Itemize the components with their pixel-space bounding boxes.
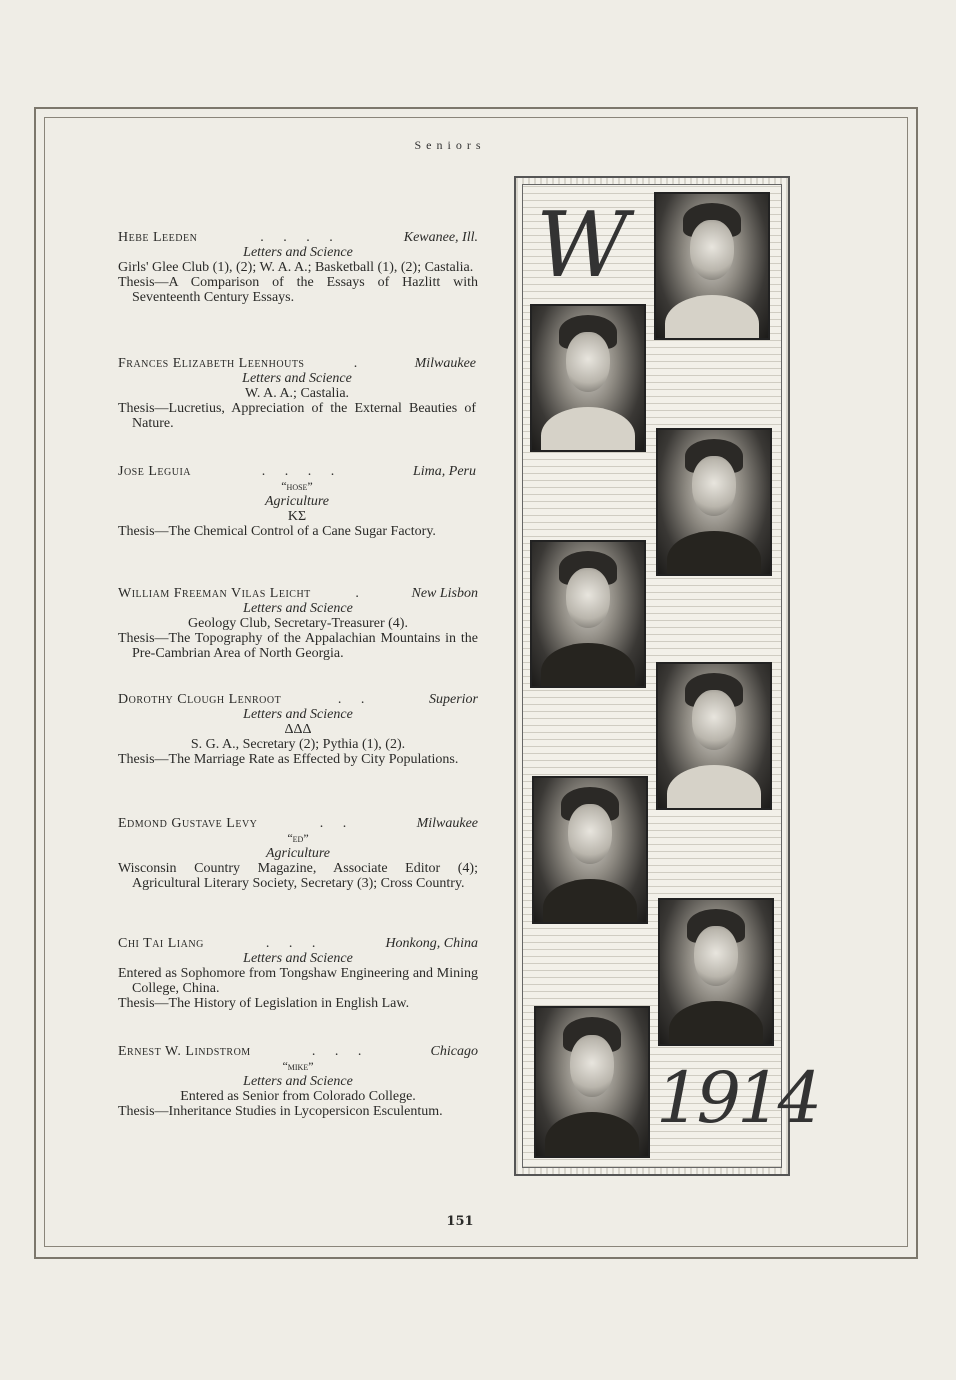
senior-entry: Chi Tai Liang . . . Honkong, China Letters and Science Entered as Sophomore from Tongshaw Engineering and Mining College, China. Thesis—The History of Legislation in English Law.: [118, 936, 478, 1011]
senior-nickname: “ed”: [287, 831, 309, 845]
senior-name: Hebe Leeden: [118, 230, 198, 245]
senior-name: Edmond Gustave Levy: [118, 816, 258, 831]
senior-society: ΚΣ: [287, 509, 307, 524]
senior-activities: Wisconsin Country Magazine, Associate Editor (4); Agricultural Literary Society, Secretary (3); Cross Country.: [118, 861, 478, 891]
senior-thesis: Thesis—The Marriage Rate as Effected by City Populations.: [118, 752, 459, 767]
senior-hometown: Lima, Peru: [413, 464, 476, 479]
senior-course: Letters and Science: [243, 707, 353, 722]
senior-course: Letters and Science: [243, 601, 353, 616]
senior-entry: Dorothy Clough Lenroot . . Superior Letters and Science ΔΔΔ S. G. A., Secretary (2); Pythia (1), (2). Thesis—The Marriage Rate as Effected by City Populations.: [118, 692, 478, 767]
senior-thesis: Thesis—Inheritance Studies in Lycopersicon Esculentum.: [118, 1104, 443, 1119]
senior-nickname: “hose”: [281, 479, 313, 493]
senior-activities: Girls' Glee Club (1), (2); W. A. A.; Basketball (1), (2); Castalia.: [118, 260, 474, 275]
senior-thesis: Thesis—A Comparison of the Essays of Hazlitt with Seventeenth Century Essays.: [118, 275, 478, 305]
senior-entry: Hebe Leeden . . . . Kewanee, Ill. Letters and Science Girls' Glee Club (1), (2); W. A. A.; Basketball (1), (2); Castalia. Thesis—A Comparison of the Essays of Hazlitt with Seventeenth Century Essays.: [118, 230, 478, 305]
senior-course: Letters and Science: [243, 951, 353, 966]
senior-entry: Ernest W. Lindstrom . . . Chicago “mike” Letters and Science Entered as Senior from Colorado College. Thesis—Inheritance Studies in Lycopersicon Esculentum.: [118, 1044, 478, 1119]
senior-activities: W. A. A.; Castalia.: [244, 386, 350, 401]
senior-entry: Frances Elizabeth Leenhouts . Milwaukee Letters and Science W. A. A.; Castalia. Thesis—Lucretius, Appreciation of the External Beauties of Nature.: [118, 356, 476, 431]
senior-course: Letters and Science: [242, 371, 352, 386]
senior-thesis: Thesis—Lucretius, Appreciation of the External Beauties of Nature.: [118, 401, 476, 431]
senior-activities: Entered as Sophomore from Tongshaw Engineering and Mining College, China.: [118, 966, 478, 996]
senior-course: Agriculture: [264, 494, 330, 509]
portrait-photo: [534, 1006, 650, 1158]
portrait-photo: [654, 192, 770, 340]
senior-activities: Geology Club, Secretary-Treasurer (4).: [188, 616, 408, 631]
senior-course: Letters and Science: [243, 245, 353, 260]
senior-hometown: New Lisbon: [411, 586, 478, 601]
senior-hometown: Superior: [429, 692, 478, 707]
portrait-photo: [656, 662, 772, 810]
portrait-photo: [658, 898, 774, 1046]
senior-name: Dorothy Clough Lenroot: [118, 692, 282, 707]
monogram-letter: W: [536, 193, 629, 298]
senior-hometown: Chicago: [430, 1044, 478, 1059]
senior-hometown: Milwaukee: [414, 356, 476, 371]
page-number: 151: [446, 1214, 474, 1229]
senior-activities: S. G. A., Secretary (2); Pythia (1), (2).: [190, 737, 406, 752]
senior-activities: Entered as Senior from Colorado College.: [180, 1089, 416, 1104]
senior-name: Jose Leguia: [118, 464, 191, 479]
senior-name: Frances Elizabeth Leenhouts: [118, 356, 305, 371]
senior-society: ΔΔΔ: [284, 722, 312, 737]
monogram-year: 1914: [656, 1057, 819, 1139]
portrait-photo: [532, 776, 648, 924]
senior-thesis: Thesis—The Chemical Control of a Cane Sugar Factory.: [118, 524, 436, 539]
senior-entry: Edmond Gustave Levy . . Milwaukee “ed” Agriculture Wisconsin Country Magazine, Associate Editor (4); Agricultural Literary Society, Secretary (3); Cross Country.: [118, 816, 478, 891]
senior-course: Agriculture: [265, 846, 331, 861]
senior-entry: Jose Leguia . . . . Lima, Peru “hose” Agriculture ΚΣ Thesis—The Chemical Control of a Cane Sugar Factory.: [118, 464, 476, 539]
section-header: Seniors: [414, 138, 486, 152]
senior-name: Ernest W. Lindstrom: [118, 1044, 251, 1059]
senior-nickname: “mike”: [282, 1059, 314, 1073]
senior-name: William Freeman Vilas Leicht: [118, 586, 311, 601]
senior-hometown: Kewanee, Ill.: [403, 230, 478, 245]
senior-name: Chi Tai Liang: [118, 936, 204, 951]
senior-entry: William Freeman Vilas Leicht . New Lisbon Letters and Science Geology Club, Secretary-Treasurer (4). Thesis—The Topography of the Appalachian Mountains in the Pre-Cambrian Area of North Georgia.: [118, 586, 478, 661]
portrait-photo: [656, 428, 772, 576]
senior-thesis: Thesis—The History of Legislation in English Law.: [118, 996, 410, 1011]
senior-hometown: Honkong, China: [385, 936, 478, 951]
senior-thesis: Thesis—The Topography of the Appalachian Mountains in the Pre-Cambrian Area of North Georgia.: [118, 631, 478, 661]
senior-course: Letters and Science: [243, 1074, 353, 1089]
portrait-photo: [530, 304, 646, 452]
portrait-photo: [530, 540, 646, 688]
senior-hometown: Milwaukee: [416, 816, 478, 831]
